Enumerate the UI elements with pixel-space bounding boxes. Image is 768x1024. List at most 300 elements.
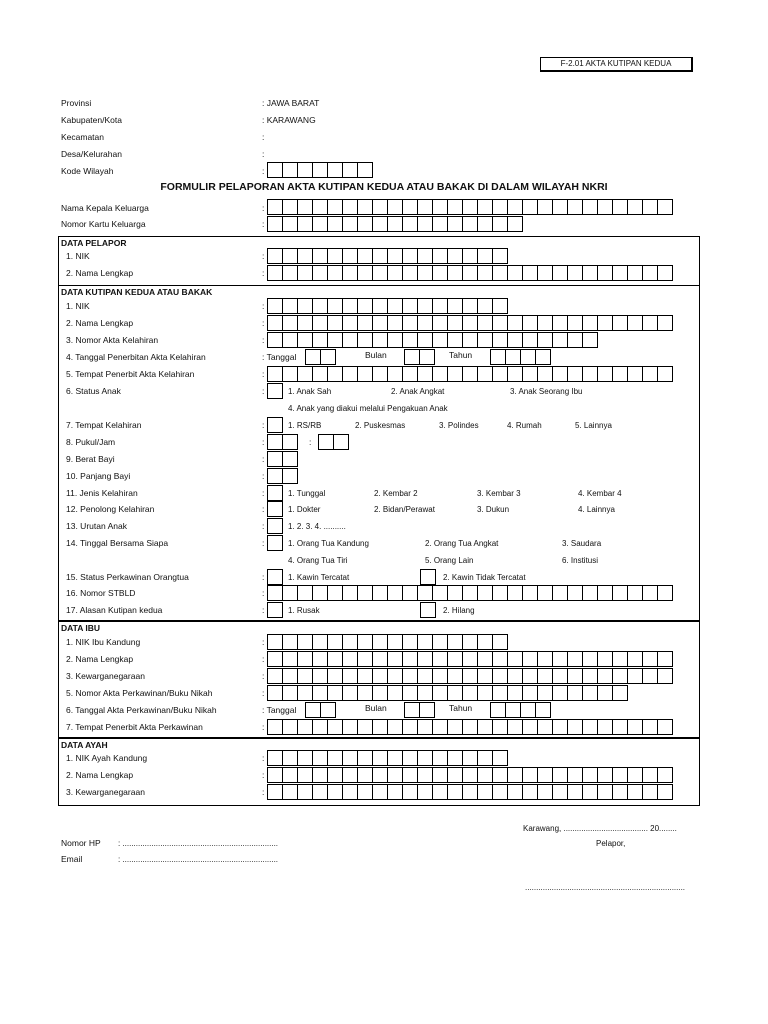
char-box[interactable]	[282, 162, 298, 178]
char-box[interactable]	[537, 265, 553, 281]
char-box[interactable]	[432, 332, 448, 348]
char-box[interactable]	[597, 651, 613, 667]
char-box[interactable]	[447, 767, 463, 783]
char-box[interactable]	[552, 719, 568, 735]
char-box[interactable]	[402, 585, 418, 601]
char-box[interactable]	[507, 767, 523, 783]
char-box[interactable]	[402, 685, 418, 701]
char-box[interactable]	[567, 315, 583, 331]
ayah-kewarganegaraan-boxes[interactable]	[267, 784, 673, 800]
char-box[interactable]	[267, 685, 283, 701]
char-box[interactable]	[582, 315, 598, 331]
char-box[interactable]	[462, 784, 478, 800]
char-box[interactable]	[357, 248, 373, 264]
char-box[interactable]	[432, 315, 448, 331]
char-box[interactable]	[432, 366, 448, 382]
alasan-box-2[interactable]	[420, 602, 436, 618]
jam-boxes[interactable]	[267, 434, 298, 450]
char-box[interactable]	[318, 434, 334, 450]
char-box[interactable]	[387, 719, 403, 735]
ibu-kewarganegaraan-boxes[interactable]	[267, 668, 673, 684]
char-box[interactable]	[387, 585, 403, 601]
bulan-boxes[interactable]	[404, 349, 435, 365]
char-box[interactable]	[447, 750, 463, 766]
char-box[interactable]	[417, 651, 433, 667]
char-box[interactable]	[372, 784, 388, 800]
char-box[interactable]	[267, 535, 283, 551]
char-box[interactable]	[567, 651, 583, 667]
char-box[interactable]	[402, 651, 418, 667]
char-box[interactable]	[282, 651, 298, 667]
char-box[interactable]	[492, 585, 508, 601]
char-box[interactable]	[297, 767, 313, 783]
char-box[interactable]	[342, 366, 358, 382]
char-box[interactable]	[657, 199, 673, 215]
char-box[interactable]	[537, 719, 553, 735]
tahun-boxes[interactable]	[490, 349, 551, 365]
char-box[interactable]	[267, 434, 283, 450]
perkawinan-box-2[interactable]	[420, 569, 436, 585]
char-box[interactable]	[657, 784, 673, 800]
char-box[interactable]	[417, 248, 433, 264]
char-box[interactable]	[402, 199, 418, 215]
menit-boxes[interactable]	[318, 434, 349, 450]
char-box[interactable]	[417, 366, 433, 382]
ibu-tanggal-boxes[interactable]	[305, 702, 336, 718]
char-box[interactable]	[627, 199, 643, 215]
char-box[interactable]	[537, 315, 553, 331]
char-box[interactable]	[312, 248, 328, 264]
char-box[interactable]	[267, 634, 283, 650]
char-box[interactable]	[327, 162, 343, 178]
char-box[interactable]	[282, 468, 298, 484]
char-box[interactable]	[627, 366, 643, 382]
char-box[interactable]	[297, 585, 313, 601]
char-box[interactable]	[552, 651, 568, 667]
char-box[interactable]	[597, 585, 613, 601]
char-box[interactable]	[372, 767, 388, 783]
char-box[interactable]	[312, 216, 328, 232]
char-box[interactable]	[582, 199, 598, 215]
char-box[interactable]	[357, 315, 373, 331]
char-box[interactable]	[402, 767, 418, 783]
char-box[interactable]	[402, 719, 418, 735]
char-box[interactable]	[297, 332, 313, 348]
char-box[interactable]	[567, 585, 583, 601]
char-box[interactable]	[597, 199, 613, 215]
ayah-nama-boxes[interactable]	[267, 767, 673, 783]
char-box[interactable]	[297, 162, 313, 178]
char-box[interactable]	[627, 315, 643, 331]
char-box[interactable]	[282, 784, 298, 800]
char-box[interactable]	[357, 719, 373, 735]
char-box[interactable]	[612, 199, 628, 215]
char-box[interactable]	[642, 199, 658, 215]
char-box[interactable]	[312, 719, 328, 735]
char-box[interactable]	[612, 685, 628, 701]
char-box[interactable]	[477, 784, 493, 800]
char-box[interactable]	[522, 315, 538, 331]
char-box[interactable]	[402, 750, 418, 766]
char-box[interactable]	[312, 265, 328, 281]
char-box[interactable]	[567, 767, 583, 783]
char-box[interactable]	[372, 199, 388, 215]
kutipan-nik-boxes[interactable]	[267, 298, 508, 314]
char-box[interactable]	[357, 784, 373, 800]
char-box[interactable]	[447, 332, 463, 348]
char-box[interactable]	[642, 719, 658, 735]
char-box[interactable]	[282, 668, 298, 684]
char-box[interactable]	[312, 750, 328, 766]
char-box[interactable]	[447, 784, 463, 800]
char-box[interactable]	[297, 248, 313, 264]
char-box[interactable]	[282, 585, 298, 601]
char-box[interactable]	[312, 199, 328, 215]
char-box[interactable]	[477, 685, 493, 701]
char-box[interactable]	[357, 585, 373, 601]
panjang-boxes[interactable]	[267, 468, 298, 484]
char-box[interactable]	[507, 784, 523, 800]
char-box[interactable]	[357, 651, 373, 667]
char-box[interactable]	[282, 298, 298, 314]
char-box[interactable]	[657, 719, 673, 735]
char-box[interactable]	[267, 784, 283, 800]
char-box[interactable]	[477, 265, 493, 281]
char-box[interactable]	[612, 366, 628, 382]
char-box[interactable]	[267, 767, 283, 783]
char-box[interactable]	[402, 366, 418, 382]
char-box[interactable]	[552, 585, 568, 601]
stbld-boxes[interactable]	[267, 585, 673, 601]
char-box[interactable]	[357, 298, 373, 314]
char-box[interactable]	[537, 651, 553, 667]
char-box[interactable]	[357, 366, 373, 382]
char-box[interactable]	[312, 315, 328, 331]
char-box[interactable]	[447, 634, 463, 650]
char-box[interactable]	[642, 315, 658, 331]
char-box[interactable]	[462, 634, 478, 650]
char-box[interactable]	[297, 265, 313, 281]
char-box[interactable]	[297, 298, 313, 314]
char-box[interactable]	[342, 248, 358, 264]
urutan-box[interactable]	[267, 518, 283, 534]
char-box[interactable]	[522, 784, 538, 800]
char-box[interactable]	[432, 651, 448, 667]
char-box[interactable]	[312, 784, 328, 800]
char-box[interactable]	[582, 585, 598, 601]
char-box[interactable]	[507, 585, 523, 601]
char-box[interactable]	[507, 315, 523, 331]
char-box[interactable]	[477, 719, 493, 735]
char-box[interactable]	[492, 668, 508, 684]
char-box[interactable]	[387, 767, 403, 783]
char-box[interactable]	[327, 750, 343, 766]
char-box[interactable]	[327, 265, 343, 281]
char-box[interactable]	[327, 248, 343, 264]
char-box[interactable]	[492, 750, 508, 766]
char-box[interactable]	[387, 248, 403, 264]
char-box[interactable]	[267, 383, 283, 399]
char-box[interactable]	[402, 634, 418, 650]
char-box[interactable]	[282, 634, 298, 650]
char-box[interactable]	[535, 702, 551, 718]
char-box[interactable]	[267, 585, 283, 601]
char-box[interactable]	[282, 451, 298, 467]
char-box[interactable]	[282, 199, 298, 215]
char-box[interactable]	[342, 332, 358, 348]
char-box[interactable]	[342, 784, 358, 800]
char-box[interactable]	[477, 332, 493, 348]
char-box[interactable]	[327, 634, 343, 650]
char-box[interactable]	[432, 216, 448, 232]
char-box[interactable]	[582, 719, 598, 735]
nama-kepala-boxes[interactable]	[267, 199, 673, 215]
char-box[interactable]	[552, 784, 568, 800]
char-box[interactable]	[507, 332, 523, 348]
char-box[interactable]	[492, 784, 508, 800]
char-box[interactable]	[462, 719, 478, 735]
char-box[interactable]	[327, 719, 343, 735]
char-box[interactable]	[462, 315, 478, 331]
char-box[interactable]	[612, 719, 628, 735]
char-box[interactable]	[419, 349, 435, 365]
char-box[interactable]	[357, 265, 373, 281]
char-box[interactable]	[507, 265, 523, 281]
char-box[interactable]	[537, 332, 553, 348]
penolong-box[interactable]	[267, 501, 283, 517]
char-box[interactable]	[419, 702, 435, 718]
char-box[interactable]	[282, 332, 298, 348]
char-box[interactable]	[432, 248, 448, 264]
char-box[interactable]	[597, 366, 613, 382]
char-box[interactable]	[642, 585, 658, 601]
char-box[interactable]	[507, 199, 523, 215]
char-box[interactable]	[642, 366, 658, 382]
hp-field[interactable]: : ......................................................................	[118, 839, 279, 848]
char-box[interactable]	[342, 668, 358, 684]
char-box[interactable]	[597, 784, 613, 800]
char-box[interactable]	[492, 332, 508, 348]
char-box[interactable]	[282, 434, 298, 450]
char-box[interactable]	[642, 265, 658, 281]
char-box[interactable]	[477, 366, 493, 382]
kutipan-nama-boxes[interactable]	[267, 315, 673, 331]
char-box[interactable]	[267, 417, 283, 433]
char-box[interactable]	[267, 315, 283, 331]
char-box[interactable]	[627, 265, 643, 281]
char-box[interactable]	[282, 366, 298, 382]
char-box[interactable]	[432, 298, 448, 314]
char-box[interactable]	[267, 216, 283, 232]
char-box[interactable]	[417, 332, 433, 348]
char-box[interactable]	[657, 668, 673, 684]
char-box[interactable]	[327, 668, 343, 684]
char-box[interactable]	[447, 651, 463, 667]
char-box[interactable]	[387, 784, 403, 800]
char-box[interactable]	[417, 315, 433, 331]
char-box[interactable]	[567, 784, 583, 800]
char-box[interactable]	[582, 265, 598, 281]
char-box[interactable]	[492, 298, 508, 314]
char-box[interactable]	[402, 248, 418, 264]
char-box[interactable]	[552, 767, 568, 783]
char-box[interactable]	[402, 265, 418, 281]
char-box[interactable]	[432, 634, 448, 650]
char-box[interactable]	[312, 634, 328, 650]
char-box[interactable]	[327, 585, 343, 601]
char-box[interactable]	[417, 784, 433, 800]
char-box[interactable]	[327, 216, 343, 232]
char-box[interactable]	[522, 719, 538, 735]
ibu-nama-boxes[interactable]	[267, 651, 673, 667]
char-box[interactable]	[477, 585, 493, 601]
char-box[interactable]	[320, 349, 336, 365]
char-box[interactable]	[357, 199, 373, 215]
char-box[interactable]	[282, 315, 298, 331]
char-box[interactable]	[357, 162, 373, 178]
char-box[interactable]	[404, 349, 420, 365]
char-box[interactable]	[492, 315, 508, 331]
char-box[interactable]	[417, 298, 433, 314]
char-box[interactable]	[447, 248, 463, 264]
char-box[interactable]	[582, 332, 598, 348]
char-box[interactable]	[297, 784, 313, 800]
char-box[interactable]	[417, 685, 433, 701]
char-box[interactable]	[552, 199, 568, 215]
char-box[interactable]	[297, 668, 313, 684]
char-box[interactable]	[537, 199, 553, 215]
char-box[interactable]	[657, 315, 673, 331]
char-box[interactable]	[507, 719, 523, 735]
char-box[interactable]	[477, 199, 493, 215]
char-box[interactable]	[597, 719, 613, 735]
char-box[interactable]	[342, 651, 358, 667]
char-box[interactable]	[642, 767, 658, 783]
char-box[interactable]	[297, 366, 313, 382]
char-box[interactable]	[657, 651, 673, 667]
char-box[interactable]	[417, 265, 433, 281]
char-box[interactable]	[297, 750, 313, 766]
char-box[interactable]	[342, 585, 358, 601]
char-box[interactable]	[492, 767, 508, 783]
char-box[interactable]	[372, 651, 388, 667]
char-box[interactable]	[477, 750, 493, 766]
char-box[interactable]	[372, 298, 388, 314]
char-box[interactable]	[432, 585, 448, 601]
char-box[interactable]	[657, 265, 673, 281]
char-box[interactable]	[552, 366, 568, 382]
char-box[interactable]	[552, 332, 568, 348]
char-box[interactable]	[522, 199, 538, 215]
ibu-nik-boxes[interactable]	[267, 634, 508, 650]
ibu-tahun-boxes[interactable]	[490, 702, 551, 718]
char-box[interactable]	[477, 248, 493, 264]
char-box[interactable]	[267, 366, 283, 382]
char-box[interactable]	[522, 265, 538, 281]
char-box[interactable]	[282, 767, 298, 783]
char-box[interactable]	[357, 216, 373, 232]
char-box[interactable]	[357, 332, 373, 348]
char-box[interactable]	[505, 702, 521, 718]
char-box[interactable]	[447, 216, 463, 232]
char-box[interactable]	[567, 366, 583, 382]
char-box[interactable]	[462, 366, 478, 382]
char-box[interactable]	[342, 719, 358, 735]
char-box[interactable]	[507, 668, 523, 684]
char-box[interactable]	[462, 298, 478, 314]
char-box[interactable]	[627, 668, 643, 684]
char-box[interactable]	[267, 199, 283, 215]
char-box[interactable]	[477, 634, 493, 650]
alasan-box[interactable]	[267, 602, 283, 618]
char-box[interactable]	[447, 199, 463, 215]
char-box[interactable]	[582, 767, 598, 783]
char-box[interactable]	[612, 265, 628, 281]
char-box[interactable]	[267, 602, 283, 618]
char-box[interactable]	[582, 668, 598, 684]
char-box[interactable]	[297, 634, 313, 650]
char-box[interactable]	[342, 199, 358, 215]
char-box[interactable]	[357, 634, 373, 650]
char-box[interactable]	[305, 702, 321, 718]
ibu-tempat-boxes[interactable]	[267, 719, 673, 735]
char-box[interactable]	[267, 668, 283, 684]
char-box[interactable]	[267, 248, 283, 264]
char-box[interactable]	[522, 668, 538, 684]
char-box[interactable]	[372, 585, 388, 601]
char-box[interactable]	[320, 702, 336, 718]
char-box[interactable]	[267, 485, 283, 501]
char-box[interactable]	[417, 767, 433, 783]
char-box[interactable]	[522, 585, 538, 601]
char-box[interactable]	[597, 685, 613, 701]
char-box[interactable]	[417, 668, 433, 684]
tempat-kelahiran-box[interactable]	[267, 417, 283, 433]
char-box[interactable]	[312, 298, 328, 314]
char-box[interactable]	[492, 651, 508, 667]
char-box[interactable]	[492, 366, 508, 382]
char-box[interactable]	[267, 501, 283, 517]
char-box[interactable]	[372, 668, 388, 684]
char-box[interactable]	[462, 265, 478, 281]
email-field[interactable]: : ......................................................................	[118, 855, 279, 864]
char-box[interactable]	[297, 685, 313, 701]
char-box[interactable]	[432, 784, 448, 800]
char-box[interactable]	[312, 685, 328, 701]
char-box[interactable]	[447, 366, 463, 382]
char-box[interactable]	[372, 315, 388, 331]
char-box[interactable]	[507, 685, 523, 701]
kutipan-nomor-akta-boxes[interactable]	[267, 332, 598, 348]
char-box[interactable]	[597, 767, 613, 783]
char-box[interactable]	[492, 719, 508, 735]
char-box[interactable]	[432, 719, 448, 735]
char-box[interactable]	[537, 784, 553, 800]
status-anak-box[interactable]	[267, 383, 283, 399]
char-box[interactable]	[612, 767, 628, 783]
char-box[interactable]	[432, 668, 448, 684]
char-box[interactable]	[297, 199, 313, 215]
char-box[interactable]	[447, 315, 463, 331]
berat-boxes[interactable]	[267, 451, 298, 467]
nomor-kk-boxes[interactable]	[267, 216, 523, 232]
char-box[interactable]	[492, 216, 508, 232]
char-box[interactable]	[387, 265, 403, 281]
char-box[interactable]	[267, 468, 283, 484]
char-box[interactable]	[552, 315, 568, 331]
char-box[interactable]	[627, 784, 643, 800]
char-box[interactable]	[387, 366, 403, 382]
